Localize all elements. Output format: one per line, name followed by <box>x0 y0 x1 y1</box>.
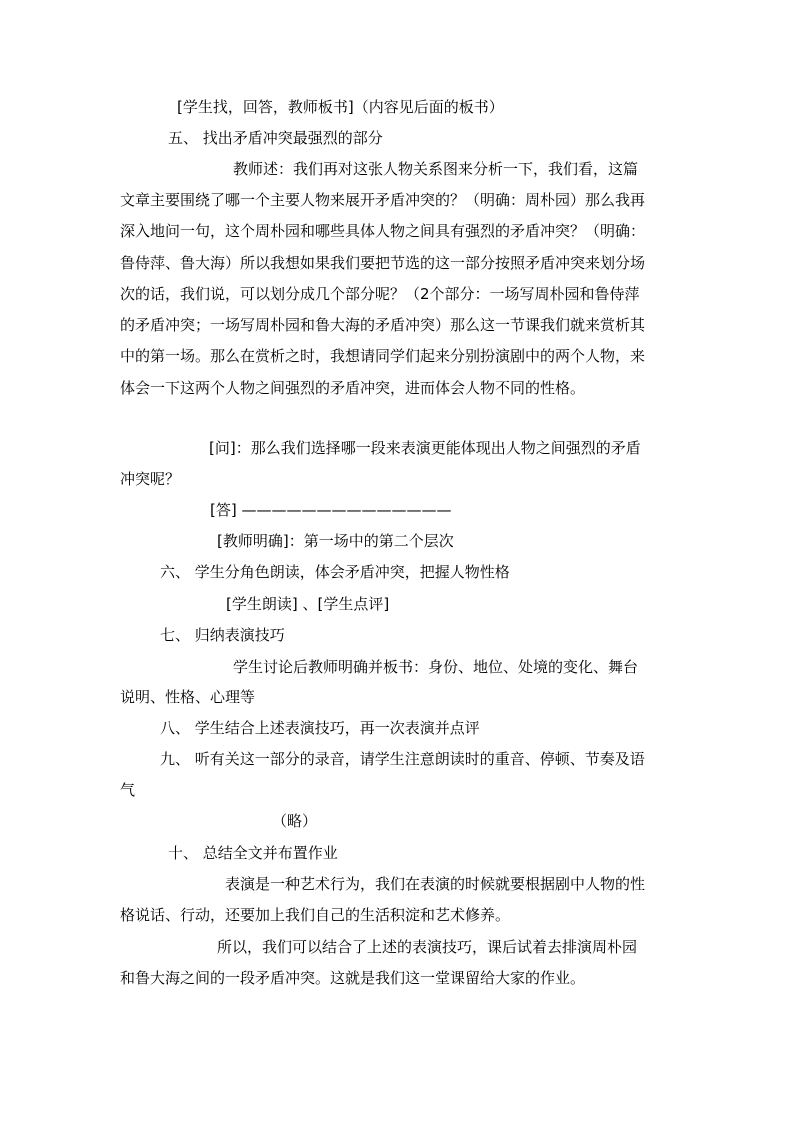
text-line: 次的话，我们说，可以划分成几个部分呢？（2个部分：一场写周朴园和鲁侍萍 <box>120 285 640 303</box>
text-line: 说明、性格、心理等 <box>120 688 256 706</box>
teacher-clarify-line: [教师明确]：第一场中的第二个层次 <box>217 532 454 550</box>
text-line: 深入地问一句，这个周朴园和哪些具体人物之间具有强烈的矛盾冲突？（明确： <box>120 222 646 240</box>
question-line: [问]：那么我们选择哪一段来表演更能体现出人物之间强烈的矛盾 <box>209 439 641 457</box>
text-line: 表演是一种艺术行为，我们在表演的时候就要根据剧中人物的性 <box>225 875 646 893</box>
answer-line: [答] —————————————— <box>210 501 452 519</box>
text-line: 鲁侍萍、鲁大海）所以我想如果我们要把节选的这一部分按照矛盾冲突来划分场 <box>120 254 646 272</box>
text-line: [学生朗读] 、[学生点评] <box>226 595 390 613</box>
text-line: 中的第一场。那么在赏析之时，我想请同学们起来分别扮演剧中的两个人物，来 <box>120 347 646 365</box>
section-heading: 八、 学生结合上述表演技巧，再一次表演并点评 <box>160 719 480 737</box>
text-line: 学生讨论后教师明确并板书：身份、地位、处境的变化、舞台 <box>233 658 639 676</box>
text-line: 体会一下这两个人物之间强烈的矛盾冲突，进而体会人物不同的性格。 <box>120 379 586 397</box>
section-heading: 九、 听有关这一部分的录音，请学生注意朗读时的重音、停顿、节奏及语 <box>160 750 645 768</box>
section-heading: 七、 归纳表演技巧 <box>160 626 285 644</box>
text-line: 教师述：我们再对这张人物关系图来分析一下，我们看，这篇 <box>233 160 639 178</box>
text-line: 所以，我们可以结合了上述的表演技巧，课后试着去排演周朴园 <box>217 938 638 956</box>
section-heading: 六、 学生分角色朗读，体会矛盾冲突，把握人物性格 <box>160 563 510 581</box>
text-line: 格说话、行动，还要加上我们自己的生活积淀和艺术修养。 <box>120 906 511 924</box>
text-line: [学生找，回答，教师板书]（内容见后面的板书） <box>177 98 504 116</box>
text-line: 冲突呢？ <box>120 470 181 488</box>
text-line: 气 <box>120 781 136 799</box>
omitted-note: （略） <box>272 812 318 830</box>
section-heading: 十、 总结全文并布置作业 <box>168 844 338 862</box>
section-heading: 五、 找出矛盾冲突最强烈的部分 <box>168 129 383 147</box>
text-line: 和鲁大海之间的一段矛盾冲突。这就是我们这一堂课留给大家的作业。 <box>120 969 586 987</box>
text-line: 的矛盾冲突；一场写周朴园和鲁大海的矛盾冲突）那么这一节课我们就来赏析其 <box>120 316 646 334</box>
text-line: 文章主要围绕了哪一个主要人物来展开矛盾冲突的？（明确：周朴园）那么我再 <box>120 191 646 209</box>
